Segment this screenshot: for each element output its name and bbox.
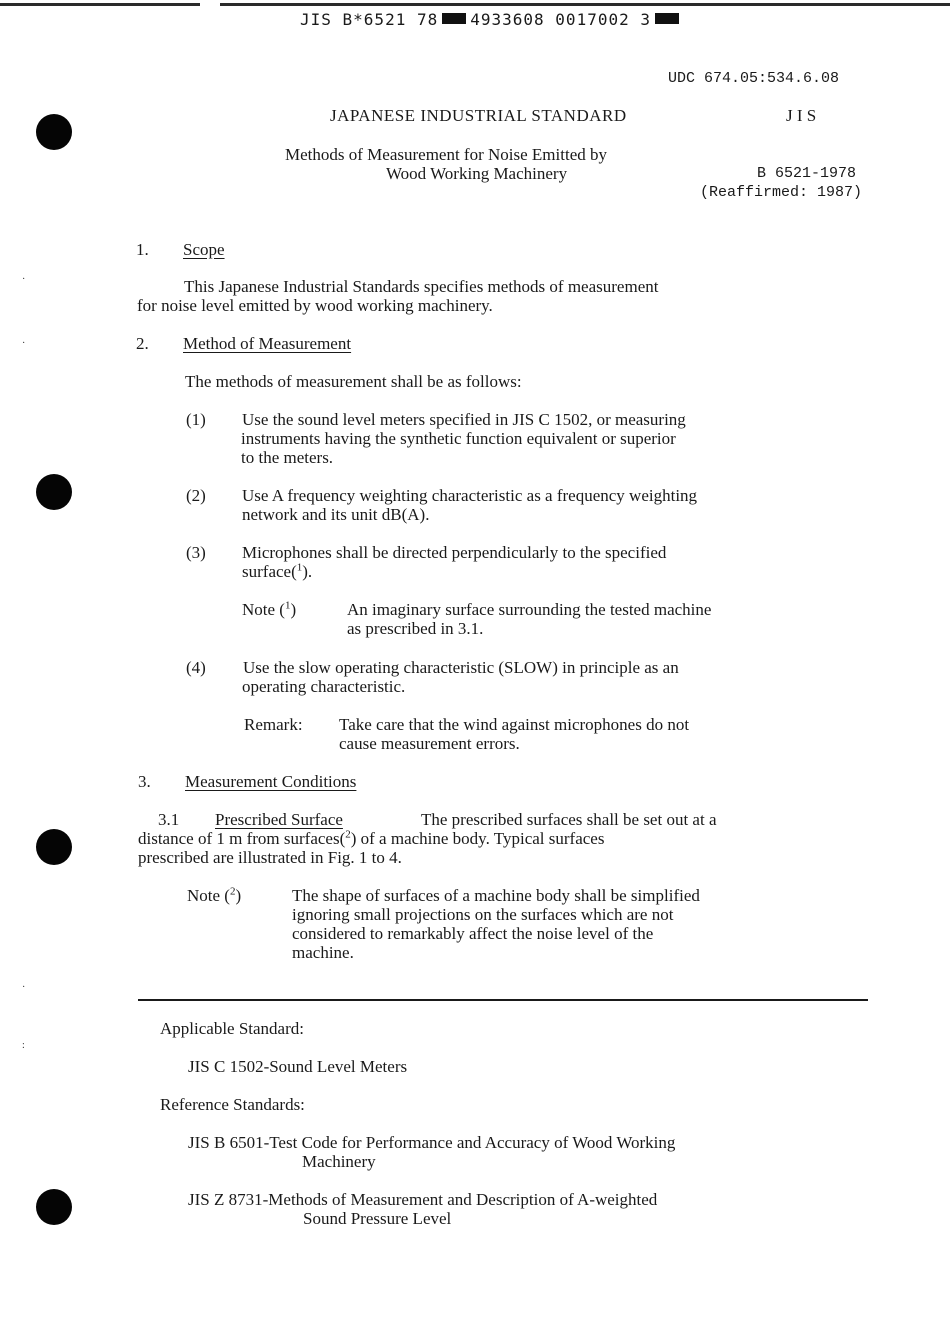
note-2-label-text: Note (	[187, 886, 230, 905]
section-3-number: 3.	[138, 772, 151, 791]
note-1-label-close: )	[290, 600, 297, 619]
scan-header-part1: JIS B*6521 78	[300, 10, 439, 29]
reference-standard-item: Machinery	[302, 1152, 376, 1171]
reference-standard-item: Sound Pressure Level	[303, 1209, 452, 1228]
remark-text: cause measurement errors.	[339, 734, 520, 753]
item-3-text: Microphones shall be directed perpendicularly to the specified	[242, 543, 667, 562]
scan-speck: ·	[22, 338, 26, 349]
item-1-number: (1)	[186, 410, 206, 429]
subsection-3-1-title: Prescribed Surface	[215, 810, 343, 829]
item-2-number: (2)	[186, 486, 206, 505]
punch-hole	[36, 114, 72, 150]
section-2-title: Method of Measurement	[183, 334, 352, 353]
subsection-3-1-text: prescribed are illustrated in Fig. 1 to 4.	[138, 848, 402, 867]
note-2-text: ignoring small projections on the surfaces which are not	[292, 905, 674, 924]
punch-hole	[36, 474, 72, 510]
item-2-text: Use A frequency weighting characteristic as a frequency weighting	[242, 486, 698, 505]
subsection-3-1-text-part: ) of a machine body. Typical surfaces	[350, 829, 605, 848]
section-1-number: 1.	[136, 240, 149, 259]
section-3-title: Measurement Conditions	[185, 772, 357, 791]
title-line-2: Wood Working Machinery	[386, 164, 568, 183]
item-3-text-part: surface(	[242, 562, 297, 581]
remark-label: Remark:	[244, 715, 303, 734]
item-2-text: network and its unit dB(A).	[242, 505, 430, 524]
subsection-3-1-number: 3.1	[158, 810, 180, 829]
punch-hole	[36, 829, 72, 865]
item-4-text: Use the slow operating characteristic (SLOW) in principle as an	[243, 658, 679, 677]
standard-number: B 6521-1978	[757, 165, 857, 182]
black-block-mark	[655, 13, 679, 24]
reference-standard-item: JIS Z 8731-Methods of Measurement and Description of A-weighted	[188, 1190, 658, 1209]
section-2-number: 2.	[136, 334, 149, 353]
subsection-3-1-text	[138, 829, 604, 848]
note-2-text: The shape of surfaces of a machine body shall be simplified	[292, 886, 700, 905]
note-2-label-close: )	[235, 886, 242, 905]
section-1-body: for noise level emitted by wood working machinery.	[137, 296, 493, 315]
scan-header-code	[300, 10, 683, 29]
section-2-intro: The methods of measurement shall be as follows:	[185, 372, 522, 391]
footnote-ref: 2	[345, 828, 351, 841]
footer-divider	[138, 999, 868, 1001]
scan-header-part2: 4933608 0017002 3	[470, 10, 651, 29]
note-1-label-text: Note (	[242, 600, 285, 619]
udc-code: UDC 674.05:534.6.08	[668, 70, 840, 87]
item-3-number: (3)	[186, 543, 206, 562]
item-3-text	[242, 562, 312, 581]
item-1-text: instruments having the synthetic function equivalent or superior	[241, 429, 676, 448]
note-1-text: An imaginary surface surrounding the tested machine	[347, 600, 712, 619]
black-block-mark	[442, 13, 466, 24]
section-1-body: This Japanese Industrial Standards specifies methods of measurement	[184, 277, 659, 296]
applicable-standard-label: Applicable Standard:	[160, 1019, 304, 1038]
remark-text: Take care that the wind against microphones do not	[339, 715, 690, 734]
applicable-standard-item: JIS C 1502-Sound Level Meters	[188, 1057, 408, 1076]
item-1-text: Use the sound level meters specified in JIS C 1502, or measuring	[242, 410, 686, 429]
scan-edge-line	[0, 3, 200, 6]
item-4-text: operating characteristic.	[242, 677, 406, 696]
scan-speck: :	[22, 1040, 25, 1051]
note-1-label	[242, 600, 296, 619]
note-2-text: machine.	[292, 943, 354, 962]
footnote-ref: 1	[296, 561, 303, 574]
note-2-text: considered to remarkably affect the noise level of the	[292, 924, 654, 943]
item-1-text: to the meters.	[241, 448, 334, 467]
reference-standard-item: JIS B 6501-Test Code for Performance and Accuracy of Wood Working	[188, 1133, 676, 1152]
punch-hole	[36, 1189, 72, 1225]
section-1-title: Scope	[183, 240, 225, 259]
scan-edge-line	[220, 3, 950, 6]
note-1-text: as prescribed in 3.1.	[347, 619, 484, 638]
standard-name: JAPANESE INDUSTRIAL STANDARD	[330, 106, 627, 125]
footnote-ref: 2	[229, 885, 236, 898]
title-line-1: Methods of Measurement for Noise Emitted by	[285, 145, 607, 164]
footnote-ref: 1	[284, 599, 291, 612]
note-2-label	[187, 886, 241, 905]
jis-mark: J I S	[786, 106, 817, 125]
reference-standards-label: Reference Standards:	[160, 1095, 305, 1114]
scan-speck: ·	[22, 982, 26, 993]
item-4-number: (4)	[186, 658, 206, 677]
subsection-3-1-text-part: distance of 1 m from surfaces(	[138, 829, 346, 848]
scan-speck: ·	[22, 274, 26, 285]
subsection-3-1-text: The prescribed surfaces shall be set out at a	[421, 810, 717, 829]
reaffirmed-date: (Reaffirmed: 1987)	[700, 184, 863, 201]
item-3-text-part: ).	[302, 562, 313, 581]
